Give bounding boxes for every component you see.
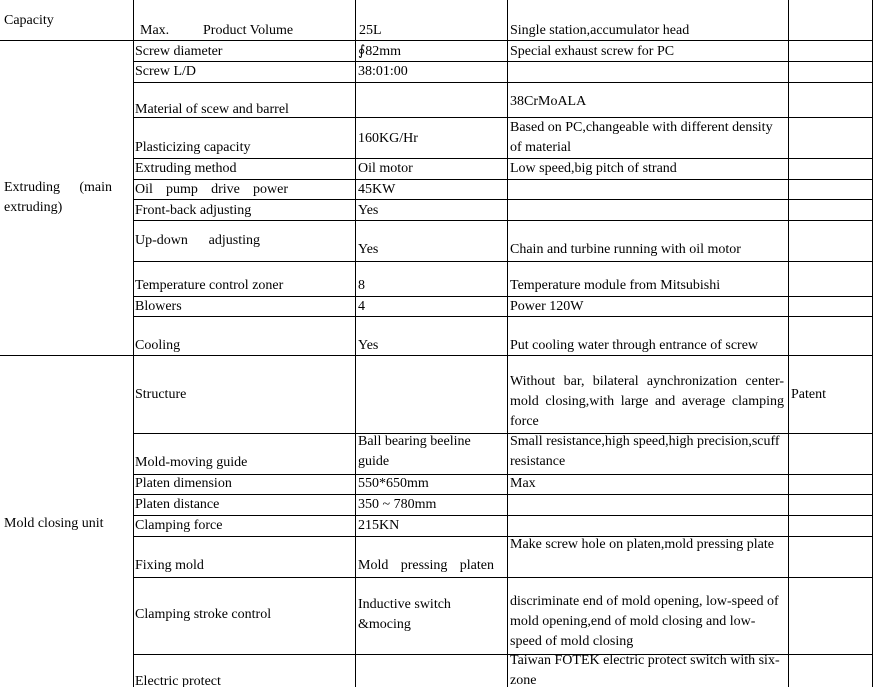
row-value: Oil motor — [358, 161, 413, 176]
row-value: Ball bearing beeline guide — [358, 434, 471, 469]
row-name: Platen distance — [135, 497, 220, 512]
row-value: 25L — [359, 23, 382, 38]
row-name-suffix: Product Volume — [203, 23, 294, 38]
row-value: 350 ~ 780mm — [358, 497, 437, 512]
row-note: Max — [510, 476, 536, 491]
row-note: Temperature module from Mitsubishi — [510, 278, 721, 293]
row-value: 4 — [358, 299, 365, 314]
row-name: Max. — [140, 23, 170, 38]
row-value: Yes — [358, 338, 379, 353]
row-note: 38CrMoALA — [510, 94, 587, 109]
row-value: ∮82mm — [358, 44, 402, 59]
row-note: Power 120W — [510, 299, 584, 314]
row-note: Taiwan FOTEK electric protect switch with six-zone — [510, 653, 780, 687]
row-note: Chain and turbine running with oil motor — [510, 242, 741, 257]
section-label-mold-closing: Mold closing unit — [4, 516, 104, 531]
row-note: discriminate end of mold opening, low-speed of mold opening,end of mold closing and low-speed of mold closing — [510, 594, 779, 649]
row-note: Low speed,big pitch of strand — [510, 161, 677, 176]
row-value: Yes — [358, 242, 379, 257]
row-divider — [0, 40, 873, 41]
col-divider — [355, 0, 356, 687]
row-name: Blowers — [135, 299, 182, 314]
row-name: Extruding method — [135, 161, 237, 176]
col-divider — [507, 0, 508, 687]
row-note: Single station,accumulator head — [510, 23, 690, 38]
row-divider — [133, 82, 873, 83]
row-note: Put cooling water through entrance of screw — [510, 338, 759, 353]
row-name: Electric protect — [135, 674, 221, 687]
row-divider — [133, 296, 873, 297]
row-name: Cooling — [135, 338, 181, 353]
row-value: Inductive switch &mocing — [358, 597, 451, 632]
row-divider — [133, 474, 873, 475]
section-label-capacity: Capacity — [4, 13, 54, 28]
row-name: Fixing mold — [135, 558, 204, 573]
row-name: Structure — [135, 387, 187, 402]
row-note: Based on PC,changeable with different density of material — [510, 120, 773, 155]
row-value: 215KN — [358, 518, 400, 533]
row-name: Up-down adjusting — [135, 233, 260, 248]
row-divider — [133, 515, 873, 516]
row-divider — [133, 494, 873, 495]
row-note: Small resistance,high speed,high precision,scuff resistance — [510, 434, 780, 469]
row-name: Plasticizing capacity — [135, 140, 251, 155]
row-note: Without bar, bilateral aynchronization center-mold closing,with large and average clamping force — [510, 374, 784, 429]
row-divider — [133, 261, 873, 262]
row-name: Material of scew and barrel — [135, 102, 289, 117]
row-extra: Patent — [791, 387, 826, 402]
row-name: Mold-moving guide — [135, 455, 248, 470]
row-name: Oil pump drive power — [135, 182, 288, 197]
row-divider — [133, 577, 873, 578]
row-value: 160KG/Hr — [358, 131, 418, 146]
row-divider — [133, 61, 873, 62]
row-divider — [133, 316, 873, 317]
row-name: Platen dimension — [135, 476, 232, 491]
section-label-extruding: Extruding (main extruding) — [4, 180, 112, 215]
row-note: Make screw hole on platen,mold pressing plate — [510, 537, 774, 552]
row-name: Temperature control zoner — [135, 278, 284, 293]
row-note: Special exhaust screw for PC — [510, 44, 675, 59]
row-value: 8 — [358, 278, 365, 293]
row-name: Screw diameter — [135, 44, 223, 59]
row-name: Screw L/D — [135, 64, 197, 79]
col-divider — [133, 0, 134, 687]
row-divider — [133, 158, 873, 159]
row-name: Front-back adjusting — [135, 203, 252, 218]
col-divider — [788, 0, 789, 687]
row-value: 45KW — [358, 182, 396, 197]
row-name: Clamping stroke control — [135, 607, 272, 622]
row-name: Clamping force — [135, 518, 223, 533]
row-value: 550*650mm — [358, 476, 429, 491]
row-value: 38:01:00 — [358, 64, 408, 79]
row-value: Yes — [358, 203, 379, 218]
row-value: Mold pressing platen — [358, 558, 494, 573]
